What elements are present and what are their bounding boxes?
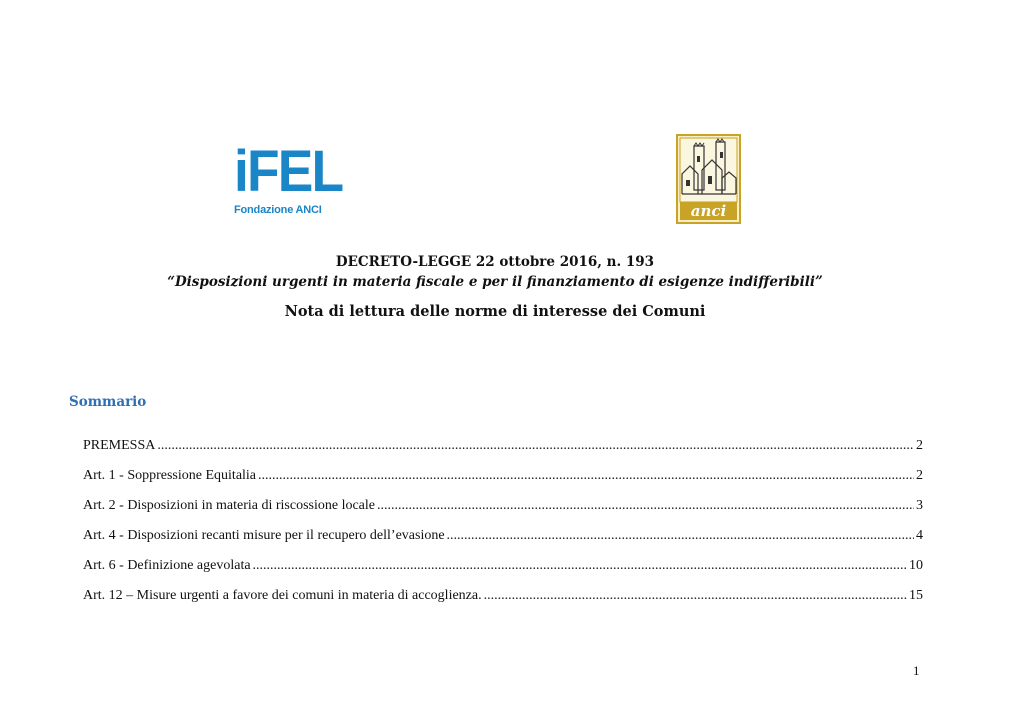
- toc-item-premessa[interactable]: [83, 438, 923, 468]
- toc-item-page: 15: [909, 588, 923, 603]
- toc-item-art-2[interactable]: [83, 498, 923, 528]
- ifel-logo: [234, 139, 343, 219]
- sommario-heading: Sommario: [69, 394, 147, 410]
- decree-title: DECRETO-LEGGE 22 ottobre 2016, n. 193: [335, 254, 655, 270]
- toc-leader-dots: [253, 558, 907, 574]
- ifel-logo-word: iFEL: [234, 139, 343, 204]
- toc-item-art-1[interactable]: [83, 468, 923, 498]
- document-title-block: [0, 252, 990, 292]
- toc-item-page: 2: [916, 468, 923, 483]
- toc-leader-dots: [377, 498, 914, 514]
- toc-leader-dots: [157, 438, 914, 454]
- table-of-contents: [83, 438, 923, 618]
- toc-leader-dots: [258, 468, 914, 484]
- toc-item-label: Art. 1 - Soppressione Equitalia: [83, 468, 257, 483]
- anci-logo-word: anci: [690, 202, 727, 220]
- ifel-logo-subtitle: Fondazione ANCI: [234, 204, 322, 216]
- page-number: 1: [913, 663, 920, 678]
- toc-item-page: 4: [916, 528, 923, 543]
- anci-logo-emblem: [676, 134, 741, 224]
- toc-item-art-6[interactable]: [83, 558, 923, 588]
- toc-item-label: Art. 4 - Disposizioni recanti misure per il recupero dell’evasione: [83, 528, 445, 543]
- toc-leader-dots: [447, 528, 914, 544]
- toc-item-page: 2: [916, 438, 923, 453]
- anci-logo: [676, 134, 741, 224]
- toc-item-page: 3: [916, 498, 923, 513]
- toc-item-art-12[interactable]: [83, 588, 923, 618]
- toc-leader-dots: [484, 588, 907, 604]
- toc-item-page: 10: [909, 558, 923, 573]
- toc-item-label: Art. 2 - Disposizioni in materia di riscossione locale: [83, 498, 375, 513]
- toc-item-label: Art. 12 – Misure urgenti a favore dei comuni in materia di accoglienza.: [83, 588, 482, 603]
- decree-subtitle: “Disposizioni urgenti in materia fiscale e per il finanziamento di esigenze indifferibili”: [167, 274, 823, 290]
- toc-item-art-4[interactable]: [83, 528, 923, 558]
- toc-item-label: Art. 6 - Definizione agevolata: [83, 558, 251, 573]
- toc-item-label: PREMESSA: [83, 438, 156, 453]
- reading-note-title: Nota di lettura delle norme di interesse dei Comuni: [284, 303, 706, 320]
